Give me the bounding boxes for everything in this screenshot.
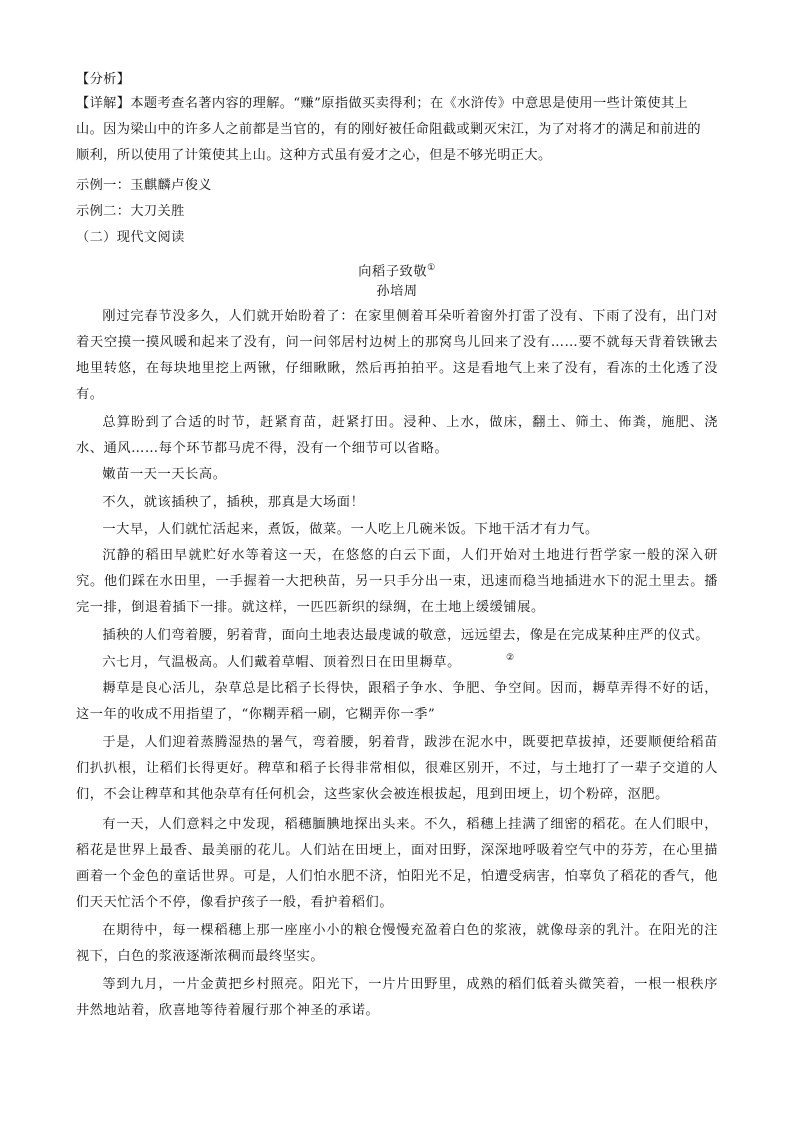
paragraph-4: 不久，就该插秧了，插秧，那真是大场面！ — [102, 495, 365, 510]
paragraph-8-text: 六七月，气温极高。人们戴着草帽、顶着烈日在田里耨草。 — [102, 655, 461, 670]
title-footnote-mark: ① — [427, 263, 436, 273]
article-author: 孙培周 — [376, 284, 418, 299]
paragraph-1: 刚过完春节没多久，人们就开始盼着了：在家里侧着耳朵听着窗外打雷了没有、下雨了没有，出门对着天空摸一摸风暖和起来了没有，问一问邻居村边树上的那窝鸟儿回来了没有……要不就每天背着铁锹去地里转悠，在每块地里挖上两锹，仔细瞅瞅，然后再拍拍平。这是看地气上来了没有，看冻的土化透了没有。 — [76, 309, 718, 402]
paragraph-13: 等到九月，一片金黄把乡村照亮。阳光下，一片片田野里，成熟的稻们低着头微笑着，一根一根秩序井然地站着，欣喜地等待着履行那个神圣的承诺。 — [76, 977, 718, 1018]
paragraph-9: 耨草是良心活儿，杂草总是比稻子长得快，跟稻子争水、争肥、争空间。因而，耨草弄得不好的话，这一年的收成不用指望了，“你糊弄稻一刷，它糊弄你一季” — [76, 681, 718, 722]
paragraph-2: 总算盼到了合适的时节，赶紧育苗，赶紧打田。浸种、上水，做床，翻土、筛土、佈粪，施肥、浇水、通风……每个环节都马虎不得，没有一个细节可以省略。 — [76, 415, 718, 456]
detail-line-1: 【详解】本题考查名著内容的理解。“赚”原指做买卖得利；在《水浒传》中意思是使用一些计策使其上 — [76, 96, 689, 111]
example-two: 示例二：大刀关胜 — [76, 204, 185, 219]
detail-line-3: 顺利，所以使用了计策使其上山。这种方式虽有爱才之心，但是不够光明正大。 — [76, 148, 552, 163]
paragraph-5: 一大早，人们就忙活起来，煮饭，做菜。一人吃上几碗米饭。下地干活才有力气。 — [102, 522, 599, 537]
paragraph-8 — [76, 650, 718, 676]
article-title — [0, 258, 794, 282]
example-one: 示例一：玉麒麟卢俊义 — [76, 178, 212, 193]
detail-line-2: 山。因为梁山中的许多人之前都是当官的，有的刚好被任命阻截或剿灭宋江，为了对将才的满足和前进的 — [76, 122, 702, 137]
paragraph-11: 有一天，人们意料之中发现，稻穗腼腆地探出头来。不久，稻穗上挂满了细密的稻花。在人们眼中，稻花是世界上最香、最美丽的花儿。人们站在田埂上，面对田野，深深地呼吸着空气中的芬芳，在心里描画着一个金色的童话世界。可是，人们怕水肥不济，怕阳光不足，怕遭受病害，怕辜负了稻花的香气，他们天天忙活个不停，像看护孩子一般，看护着稻们。 — [76, 817, 718, 910]
footnote-mark-2: ② — [506, 653, 515, 663]
paragraph-6: 沉静的稻田早就贮好水等着这一天，在悠悠的白云下面，人们开始对土地进行哲学家一般的深入研究。他们踩在水田里，一手握着一大把秧苗，另一只手分出一束，迅速而稳当地插进水下的泥土里去。播完一排，倒退着插下一排。就这样，一匹匹新织的绿绸，在土地上缓缓铺展。 — [76, 548, 718, 615]
analysis-heading: 【分析】 — [76, 72, 131, 87]
paragraph-12: 在期待中，每一棵稻穗上那一座座小小的粮仓慢慢充盈着白色的浆液，就像母亲的乳汁。在阳光的注视下，白色的浆液逐渐浓稠而最终坚实。 — [76, 923, 718, 964]
paragraph-7: 插秧的人们弯着腰，躬着背，面向土地表达最虔诚的敬意，远远望去，像是在完成某种庄严的仪式。 — [102, 628, 710, 643]
section-heading: （二）现代文阅读 — [76, 230, 185, 245]
paragraph-3: 嫩苗一天一天长高。 — [102, 467, 227, 482]
article-title-text: 向稻子致敬 — [358, 264, 428, 280]
paragraph-10: 于是，人们迎着蒸腾湿热的暑气，弯着腰，躬着背，跋涉在泥水中，既要把草拔掉，还要顺便给稻苗们扒扒根，让稻们长得更好。稗草和稻子长得非常相似，很难区别开，不过，与土地打了一辈子交道的人们，不会让稗草和其他杂草有任何机会，这些家伙会被连根拔起，甩到田埂上，切个粉碎，沤肥。 — [76, 735, 718, 802]
